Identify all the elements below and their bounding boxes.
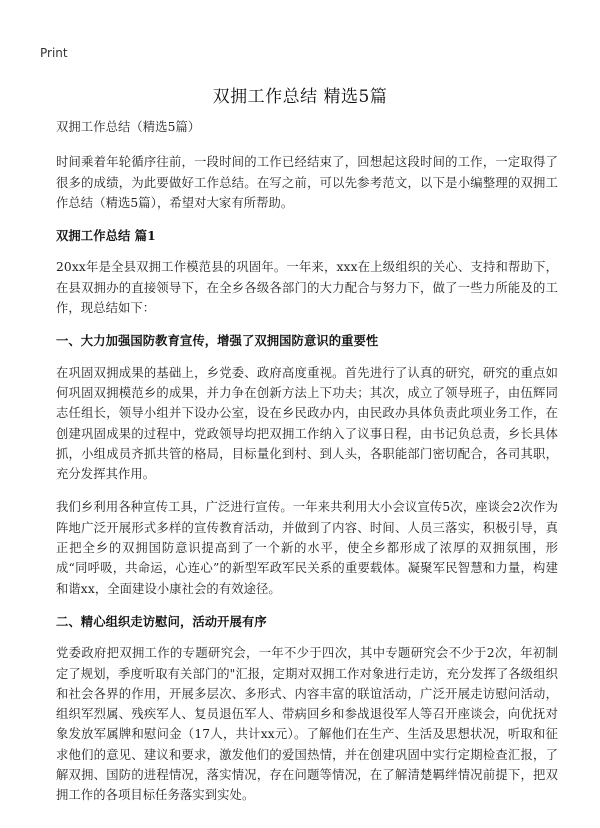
intro-paragraph: 时间乘着年轮循序往前，一段时间的工作已经结束了，回想起这段时间的工作，一定取得了很多的成绩，为此要做好工作总结。在写之前，可以先参考范文，以下是小编整理的双拥工作总结（精选5篇），希望对大家有所帮助。 [56,155,558,210]
article-intro-paragraph: 20xx年是全县双拥工作模范县的巩固年。一年来，xxx在上级组织的关心、支持和帮助下，在县双拥办的直接领导下，在全乡各级各部门的大力配合与努力下，做了一些力所能及的工作，现总结如下： [56,260,558,316]
article-heading: 双拥工作总结 篇1 [56,228,156,244]
section-1-heading: 一、大力加强国防教育宣传，增强了双拥国防意识的重要性 [56,333,379,349]
document-body [56,117,558,806]
section-1-paragraph-2: 我们乡利用各种宣传工具，广泛进行宣传。一年来共利用大小会议宣传5次，座谈会2次作为阵地广泛开展形式多样的宣传教育活动，并做到了内容、时间、人员三落实，积极引导，真正把全乡的双拥国防意识提高到了一个新的水平，使全乡都形成了浓厚的双拥氛围，形成“同呼吸，共命运，心连心”的新型军政军民关系的重要载体。凝聚军民智慧和力量，构建和谐xx，全面建设小康社会的有效途径。 [56,500,558,596]
section-2-paragraph-1: 党委政府把双拥工作的专题研究会，一年不少于四次，其中专题研究会不少于2次，年初制定了规划，季度听取有关部门的"汇报，定期对双拥工作对象进行走访，充分发挥了各级组织和社会各界的作用，开展多层次、多形式、内容丰富的联谊活动，广泛开展走访慰问活动，组织军烈属、残疾军人、复员退伍军人、带病回乡和参战退役军人等召开座谈会，向优抚对象发放军属牌和慰问金（17人，共计xx元）。了解他们在生产、生活及思想状况，听取和征求他们的意见、建议和要求，激发他们的爱国热情，并在创建巩固中实行定期检查汇报，了解双拥、国防的进程情况，落实情况，存在问题等情况，在了解清楚羁绊情况前提下，把双拥工作的各项目标任务落实到实处。 [56,646,558,803]
document-subtitle: 双拥工作总结（精选5篇） [56,120,201,134]
section-1-paragraph-1: 在巩固双拥成果的基础上，乡党委、政府高度重视。首先进行了认真的研究，研究的重点如何巩固双拥模范乡的成果，并力争在创新方法上下功夫；其次，成立了领导班子，由伍辉同志任组长，领导小组并下设办公室，设在乡民政办内，由民政办具体负责此项业务工作，在创建巩固成果的过程中，党政领导均把双拥工作纳入了议事日程，由书记负总责，乡长具体抓，小组成员齐抓共管的格局，目标量化到村、到人头，各职能部门密切配合，各司其职，充分发挥其作用。 [56,365,558,482]
page-title: 双拥工作总结 精选5篇 [212,87,388,107]
print-link[interactable]: Print [40,46,68,60]
section-2-heading: 二、精心组织走访慰问，活动开展有序 [56,613,267,629]
